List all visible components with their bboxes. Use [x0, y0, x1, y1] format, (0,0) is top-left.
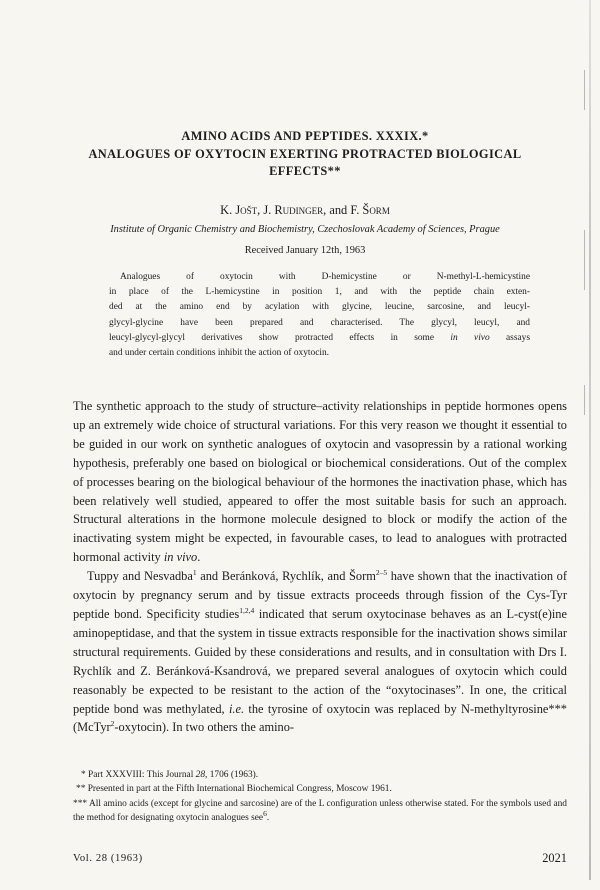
article-body — [73, 397, 567, 737]
citation-ref: 1,2,4 — [239, 605, 255, 615]
volume-info: Vol. 28 (1963) — [73, 853, 143, 864]
article-title-line-1: AMINO ACIDS AND PEPTIDES. XXXIX.* — [181, 129, 429, 143]
abstract-line — [109, 331, 530, 346]
author-text: K. J — [220, 203, 241, 217]
paragraph-1 — [73, 397, 567, 567]
author-text: udinger — [282, 203, 324, 217]
citation-ref: 2–5 — [375, 568, 388, 578]
paragraph-2 — [73, 567, 567, 737]
footnote-3 — [73, 797, 567, 826]
page-edge-shadow — [589, 0, 591, 880]
author-line — [40, 203, 570, 218]
received-date: Received January 12th, 1963 — [244, 245, 366, 256]
footnote-2: ** Presented in part at the Fifth International Biochemical Congress, Moscow 1961. — [76, 784, 392, 795]
page-edge-mark — [584, 70, 585, 110]
author-text: , J. R — [257, 203, 283, 217]
article-title-line-3: EFFECTS** — [269, 164, 341, 178]
footnote-text: . — [266, 813, 270, 824]
abstract-text: leucyl-glycyl-glycyl derivatives show protracted effects in some — [109, 332, 451, 343]
abstract-line: and under certain conditions inhibit the action of oxytocin. — [109, 348, 329, 359]
page-edge-mark — [584, 385, 585, 415]
abstract — [109, 270, 530, 361]
body-text: indicated that serum oxytocinase behaves as an L-cyst(e)ine aminopeptidase, and that the system in tissue extracts responsible for the inactivation shows similar structural requirements. Guided by these considerations and results, and in consultation with Drs I. Rychlík and Z. Beránková-Ksandrová, we prepared several analogues of oxytocin which could reasonably be expected to be resistant to the action of the “oxytocinases”. In one, the critical peptide bond was methylated, — [73, 606, 568, 716]
footnote-text: * Part XXXVIII: This Journal — [81, 770, 196, 780]
abstract-line: glycyl-glycine have been prepared and characterised. The glycyl, leucyl, and — [109, 317, 530, 328]
article-title-line-2: ANALOGUES OF OXYTOCIN EXERTING PROTRACTED BIOLOGICAL — [88, 147, 522, 161]
citation-ref: 6 — [263, 809, 267, 819]
abstract-text: assays — [489, 332, 530, 343]
body-text: The synthetic approach to the study of structure–activity relationships in peptide hormones opens up an extremely wide choice of structural variations. For this very reason we thought it essential to be guided in our work on synthetic analogues of oxytocin and vasopressin by a rational working hypothesis, preferably one based on biological or biochemical considerations. Out of the complex of processes bearing on the biological behaviour of the hormones the inactivation phase, which has been relatively well studied, appeared to offer the most suitable basis for such an approach. Structural alterations in the hormone molecule designed to block or modify the action of the inactivating system might be expected, in favourable cases, to lead to analogues with protracted hormonal activity — [73, 399, 567, 565]
citation-ref: 1 — [192, 568, 197, 578]
body-italic: in vivo — [163, 550, 198, 565]
page-edge-mark — [584, 230, 585, 290]
body-text: -oxytocin). In two others the amino- — [114, 720, 295, 735]
body-text: the tyrosine of oxytocin was replaced by N-methyltyrosine*** (McTyr — [73, 701, 567, 735]
author-text: ošt — [240, 203, 258, 217]
body-text: Tuppy and Nesvadba — [87, 569, 193, 584]
abstract-line: Analogues of oxytocin with D-hemicystine or N-methyl-L-hemicystine — [120, 272, 530, 282]
body-text: have shown that the inactivation of oxytocin by pregnancy serum and by tissue extracts proceeds through fission of the Cys-Tyr peptide bond. Specificity studies — [73, 569, 567, 621]
body-text: . — [197, 550, 201, 565]
footnote-1 — [73, 768, 567, 782]
body-italic: i.e. — [228, 701, 245, 716]
page-number: 2021 — [542, 851, 567, 865]
abstract-italic: in vivo — [450, 332, 490, 343]
body-text: and Beránková, Rychlík, and Šorm — [196, 569, 376, 584]
footnote-text: , 1706 (1963). — [205, 770, 259, 780]
author-text: orm — [369, 203, 390, 217]
abstract-line: in place of the L-hemicystine in position 1, and with the peptide chain exten- — [109, 287, 530, 298]
author-text: , and F. Š — [323, 203, 370, 217]
footnote-italic: 28 — [195, 770, 206, 780]
institute-affiliation: Institute of Organic Chemistry and Biochemistry, Czechoslovak Academy of Sciences, Prague — [110, 224, 500, 235]
footnotes — [73, 768, 567, 826]
abstract-line: ded at the amino end by acylation with glycine, leucine, sarcosine, and leucyl- — [109, 302, 530, 313]
superscript: 2 — [110, 719, 115, 729]
footnote-text: *** All amino acids (except for glycine and sarcosine) are of the L configuration unless otherwise stated. For the symbols used and the method for designating oxytocin analogues see — [73, 798, 567, 824]
